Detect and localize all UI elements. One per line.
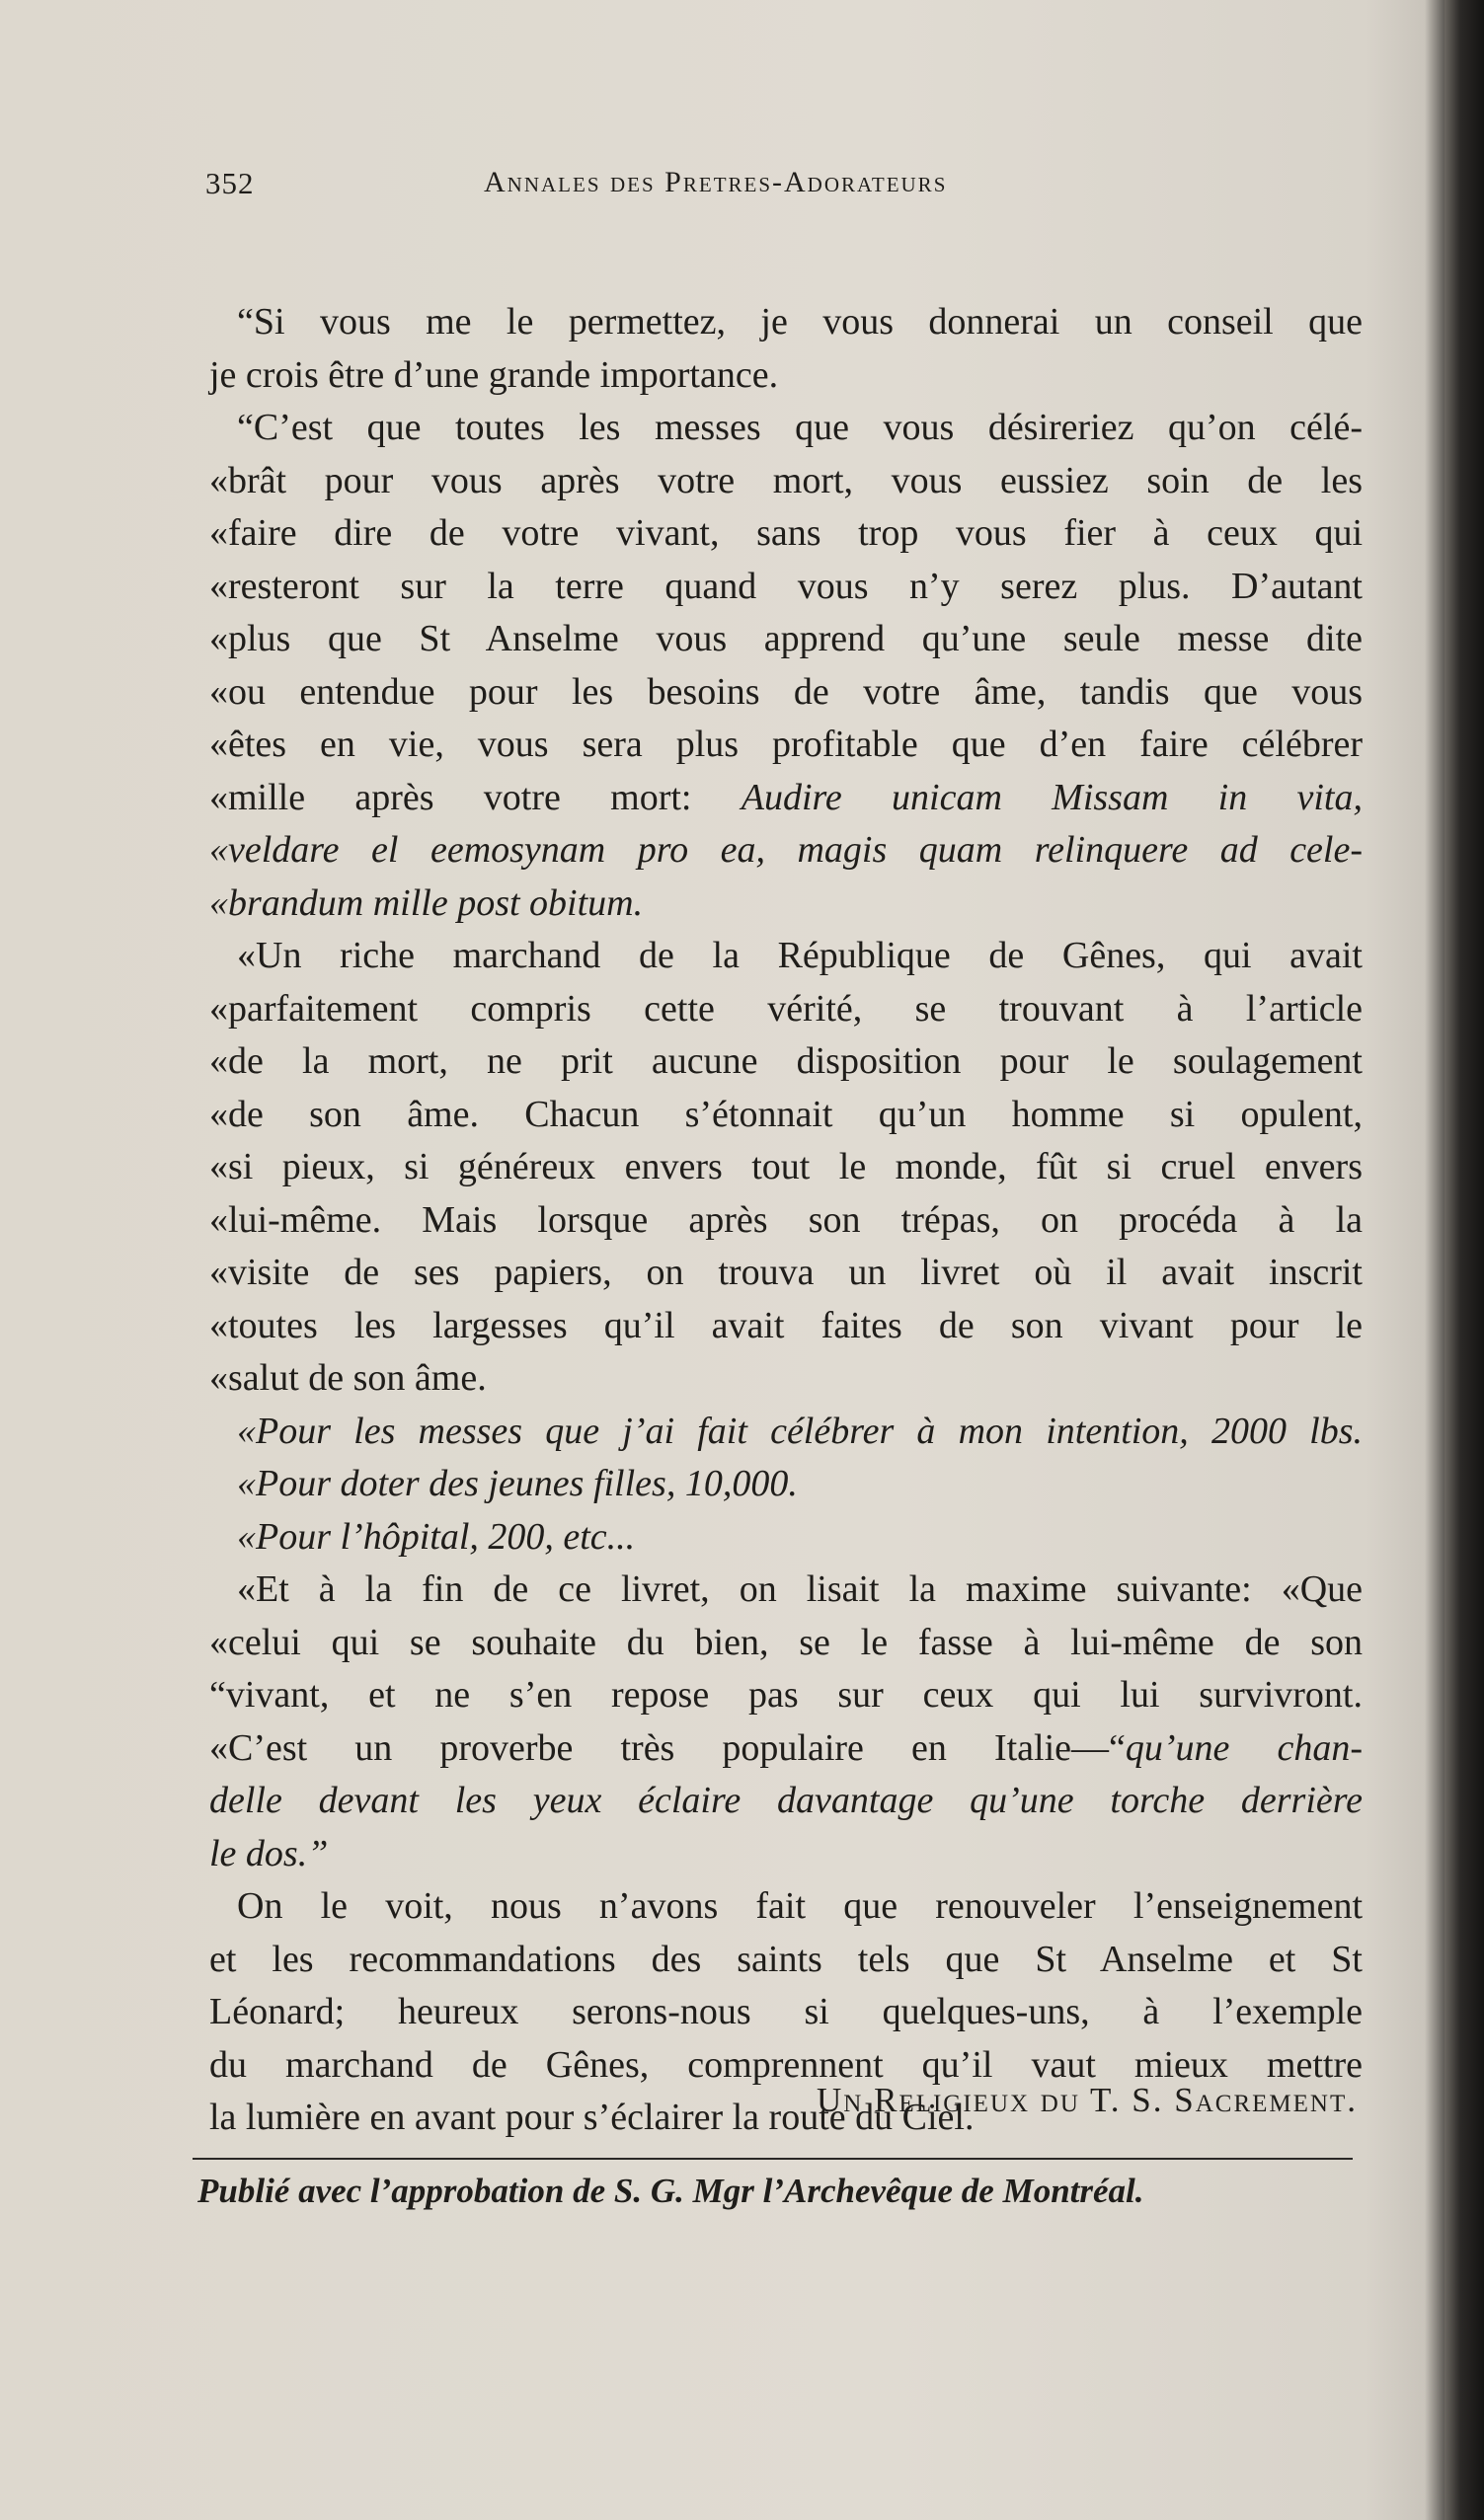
- text-line: «C’est un proverbe très populaire en Italie—“qu’une chan-: [209, 1726, 1363, 1769]
- text-line: «toutes les largesses qu’il avait faites de son vivant pour le: [209, 1304, 1363, 1346]
- text-line: la lumière en avant pour s’éclairer la route du Ciel.: [209, 2097, 975, 2138]
- text-line: «Et à la fin de ce livret, on lisait la maxime suivante: «Que: [237, 1568, 1363, 1610]
- running-title: Annales des Pretres-Adorateurs: [484, 166, 948, 198]
- text-line: «Un riche marchand de la République de Gênes, qui avait: [237, 935, 1363, 976]
- text-line: «brât pour vous après votre mort, vous eussiez soin de les: [209, 459, 1363, 501]
- text-line: «ou entendue pour les besoins de votre âme, tandis que vous: [209, 670, 1363, 713]
- text-line: «parfaitement compris cette vérité, se trouvant à l’article: [209, 987, 1363, 1030]
- text-line: “Si vous me le permettez, je vous donnerai un conseil que: [237, 301, 1363, 343]
- footer-rule: [193, 2158, 1353, 2160]
- text-line: et les recommandations des saints tels que St Anselme et St: [209, 1938, 1363, 1980]
- book-spine-edge: [1445, 0, 1484, 2520]
- text-line: «de son âme. Chacun s’étonnait qu’un homme si opulent,: [209, 1093, 1363, 1135]
- text-line: je crois être d’une grande importance.: [209, 353, 779, 396]
- text-line: «plus que St Anselme vous apprend qu’une seule messe dite: [209, 618, 1363, 659]
- page-number: 352: [205, 166, 255, 200]
- signature: Un Religieux du T. S. Sacrement.: [817, 2081, 1358, 2119]
- imprint-notice: Publié avec l’approbation de S. G. Mgr l’Archevêque de Montréal.: [197, 2172, 1144, 2210]
- text-line: «celui qui se souhaite du bien, se le fasse à lui-même de son: [209, 1621, 1363, 1663]
- text-line: «salut de son âme.: [209, 1357, 487, 1399]
- text-line: «visite de ses papiers, on trouva un livret où il avait inscrit: [209, 1252, 1363, 1293]
- text-line: “vivant, et ne s’en repose pas sur ceux qui lui survivront.: [209, 1674, 1363, 1716]
- text-line: «resteront sur la terre quand vous n’y serez plus. D’autant: [209, 565, 1363, 607]
- body-text: [209, 296, 1363, 2145]
- text-line: du marchand de Gênes, comprennent qu’il vaut mieux mettre: [209, 2043, 1363, 2086]
- text-line: «Pour les messes que j’ai fait célébrer à mon intention, 2000 lbs.: [237, 1410, 1363, 1452]
- text-line: «lui-même. Mais lorsque après son trépas, on procéda à la: [209, 1198, 1363, 1241]
- text-line: Léonard; heureux serons-nous si quelques-uns, à l’exemple: [209, 1991, 1363, 2032]
- text-line: «de la mort, ne prit aucune disposition pour le soulagement: [209, 1040, 1363, 1082]
- text-line: «brandum mille post obitum.: [209, 881, 644, 924]
- text-line: «si pieux, si généreux envers tout le monde, fût si cruel envers: [209, 1146, 1363, 1187]
- text-line: «Pour l’hôpital, 200, etc...: [237, 1515, 636, 1558]
- text-line: delle devant les yeux éclaire davantage qu’une torche derrière: [209, 1780, 1363, 1821]
- text-line: «êtes en vie, vous sera plus profitable que d’en faire célébrer: [209, 724, 1363, 765]
- text-line: «Pour doter des jeunes filles, 10,000.: [237, 1463, 798, 1504]
- text-line: «faire dire de votre vivant, sans trop vous fier à ceux qui: [209, 512, 1363, 554]
- page-header: [205, 166, 1361, 205]
- text-line: «veldare el eemosynam pro ea, magis quam relinquere ad cele-: [209, 829, 1363, 871]
- text-line: On le voit, nous n’avons fait que renouveler l’enseignement: [237, 1885, 1363, 1927]
- text-line: “C’est que toutes les messes que vous désireriez qu’on célé-: [237, 407, 1363, 448]
- text-line: le dos.”: [209, 1832, 329, 1874]
- text-line: «mille après votre mort: Audire unicam Missam in vita,: [209, 776, 1363, 818]
